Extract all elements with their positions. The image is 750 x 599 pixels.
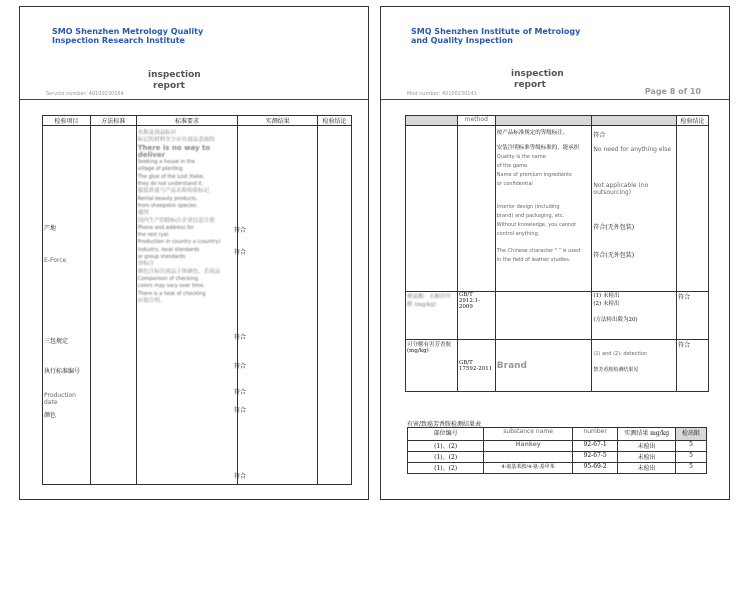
sub-row-limit: 5 [676,463,707,474]
result-na-en: Not applicable (no outsourcing) [593,182,649,196]
fiber-conclusion: 符合 [677,292,709,340]
report-title: inspection [511,69,564,79]
header-requirement [495,116,592,126]
result-eforce: 符合 [234,249,247,256]
req-line: from sheepskin species [137,202,197,209]
result-no-packaging-1: 符合(无外包装) [593,224,635,231]
result-three: 符合 [234,334,247,341]
requirement-cell [495,126,592,292]
requirement-column [136,126,238,485]
result-no-packaging-2: 符合(无外包装) [593,252,635,259]
aromatic-amine-table [407,427,707,474]
conclusion-column [318,126,352,485]
result-color: 符合 [234,407,247,414]
org-line-2: Inspection Research Institute [52,36,185,45]
sub-header-substance: substance name [484,428,573,441]
req-line: Without knowledge, you cannot [496,222,577,228]
org-name [52,27,203,45]
req-line: colors may vary over time. [137,283,205,290]
aromatic-amine-table-title: 有害/致癌芳香胺检测结果表 [407,421,482,428]
org-line-1: SMO Shenzhen Metrology Quality [52,27,204,36]
header-result: 实测结果 [238,116,318,126]
req-line: industry, local standards [137,246,200,253]
report-subtitle: report [153,81,185,91]
item-blurred [406,126,458,292]
azo-conclusion: 符合 [677,340,709,392]
req-line: There is a heat of checking [137,290,206,297]
header-item: 检验项目 [43,116,91,126]
azo-standard: GB/T 17592-2011 [457,340,495,392]
req-line: 通用 [137,210,149,217]
header-result [592,116,677,126]
sub-row-number: 92-67-5 [572,452,617,463]
item-eforce: E-Force [44,257,67,264]
azo-brand: Brand [496,360,527,371]
req-line: The glue of the Lost Xiake, [137,173,205,180]
req-line: they do not understand it. [137,181,204,188]
req-line: 颜色注标注商品主体颜色。若商品 [137,268,221,275]
sub-row-position: (1)、(2) [408,452,484,463]
req-line: or confidential [496,181,533,187]
req-line: Comparison of checking [137,275,199,282]
fiber-requirement [495,292,592,340]
report-page-right [380,6,730,500]
item-exec-standard: 执行标准编号 [44,368,81,375]
azo-item: 可分解有害芳香胺 (mg/kg) [406,340,458,392]
method-column [90,126,136,485]
req-line: Phone and address for [137,224,194,231]
req-line: 安装注明标准等级标准的，能承担 [496,145,580,151]
result-cell [592,126,677,292]
req-line: 序标注 [137,261,155,268]
item-color: 颜色 [44,412,57,419]
item-column [43,126,91,485]
sub-row-result: 未检出 [618,441,676,452]
result-grade-en: No need for anything else [593,146,672,153]
azo-requirement [495,340,592,392]
fiber-result-1: (1) 未检出 [593,293,620,299]
page-indicator: Page 8 of 10 [644,87,701,96]
header-conclusion: 检验结论 [677,116,709,126]
req-line: brand) and packaging, etc. [496,213,565,219]
req-line: of the game. [496,163,529,169]
req-line: Production in country a (country) [137,239,221,246]
fiber-detection-limit: (方法检出限为20) [593,317,638,323]
azo-results [592,340,677,392]
header-conclusion: 检验结论 [318,116,352,126]
org-line-2: and Quality Inspection [411,36,513,45]
result-last: 符合 [234,473,247,480]
req-line: or group standards [137,254,186,261]
sub-header-limit: 检出限 [676,428,707,441]
req-line: Name of premium ingredients [496,172,572,178]
inspection-table [405,115,709,392]
org-name [411,27,580,45]
req-line: The Chinese character " " is used [496,248,581,254]
req-line: 标记的材料至少应在商品表面的 [137,137,215,144]
req-line: Interior design (including [496,204,560,210]
req-line: Quality is the name [496,154,546,160]
result-exec: 符合 [234,363,247,370]
org-line-1: SMQ Shenzhen Institute of Metrology [411,27,581,36]
req-line: 按产品标准规定的等级标注。 [496,130,569,136]
req-line: 名称及商品标识 [137,130,177,136]
sub-row-position: (1)、(2) [408,463,484,474]
header-method: 方法标准 [90,116,136,126]
req-line: the rest (ya) [137,232,169,239]
azo-result-2: 禁芳香胺检测结果见 [593,367,639,373]
conclusion-cell [677,126,709,292]
header-rule [381,99,729,100]
fiber-results [592,292,677,340]
item-three-guarantees: 三包规定 [44,338,69,345]
req-line: Rental beauty products, [137,195,198,202]
header-item [406,116,458,126]
sub-row-substance: Hankey [484,441,573,452]
fiber-result-2: (2) 未检出 [593,301,620,307]
result-origin: 符合 [234,227,247,234]
inspection-table [42,115,352,485]
requirement-text [497,129,591,265]
header-method: method [457,116,495,126]
sub-row-result: 未检出 [618,463,676,474]
sub-row-result: 未检出 [618,452,676,463]
sub-header-position: 部位编号 [408,428,484,441]
header-requirement: 标准要求 [136,116,238,126]
report-page-left [19,6,369,500]
fiber-item: 聚氨酯：水解的甲醛 (mg/kg) [406,292,458,340]
req-line: in the field of leather studies. [496,257,571,263]
model-number: Mod number: 40100230141 [407,91,477,97]
sub-header-number: number [572,428,617,441]
req-line: control anything. [496,231,540,237]
result-grade: 符合 [593,132,606,139]
req-line: 国内生产的除标注企业信息注册 [137,217,215,224]
result-column [238,126,318,485]
requirement-text [138,130,237,305]
req-line: village of planting [137,166,183,173]
item-production-date: Production date [44,392,76,406]
fiber-standard: GB/T 2912.1-2009 [457,292,495,340]
method-cell [457,126,495,292]
item-origin: 产地 [44,225,57,232]
sub-row-limit: 5 [676,441,707,452]
req-line: 服装质量与产品名称检验标记 [137,188,210,195]
sub-row-substance: 4-氨基苯胺/4-氨-基甲苯 [484,463,573,474]
req-line: Seeking a house in the [137,159,195,166]
req-line: 应按注明。 [137,297,166,304]
sub-header-result: 实测结果 mg/kg [618,428,676,441]
sub-row-number: 92-67-1 [572,441,617,452]
header-rule [20,99,368,100]
sub-row-limit: 5 [676,452,707,463]
azo-result-1: (1) and (2): detection [593,351,648,357]
report-title: inspection [148,70,201,80]
service-number: Service number: 40100230164 [46,91,124,97]
result-date: 符合 [234,389,247,396]
sub-row-position: (1)、(2) [408,441,484,452]
sub-row-substance [484,452,573,463]
report-subtitle: report [514,80,546,90]
sub-row-number: 95-69-2 [572,463,617,474]
req-line: There is no way to deliver [137,143,211,159]
